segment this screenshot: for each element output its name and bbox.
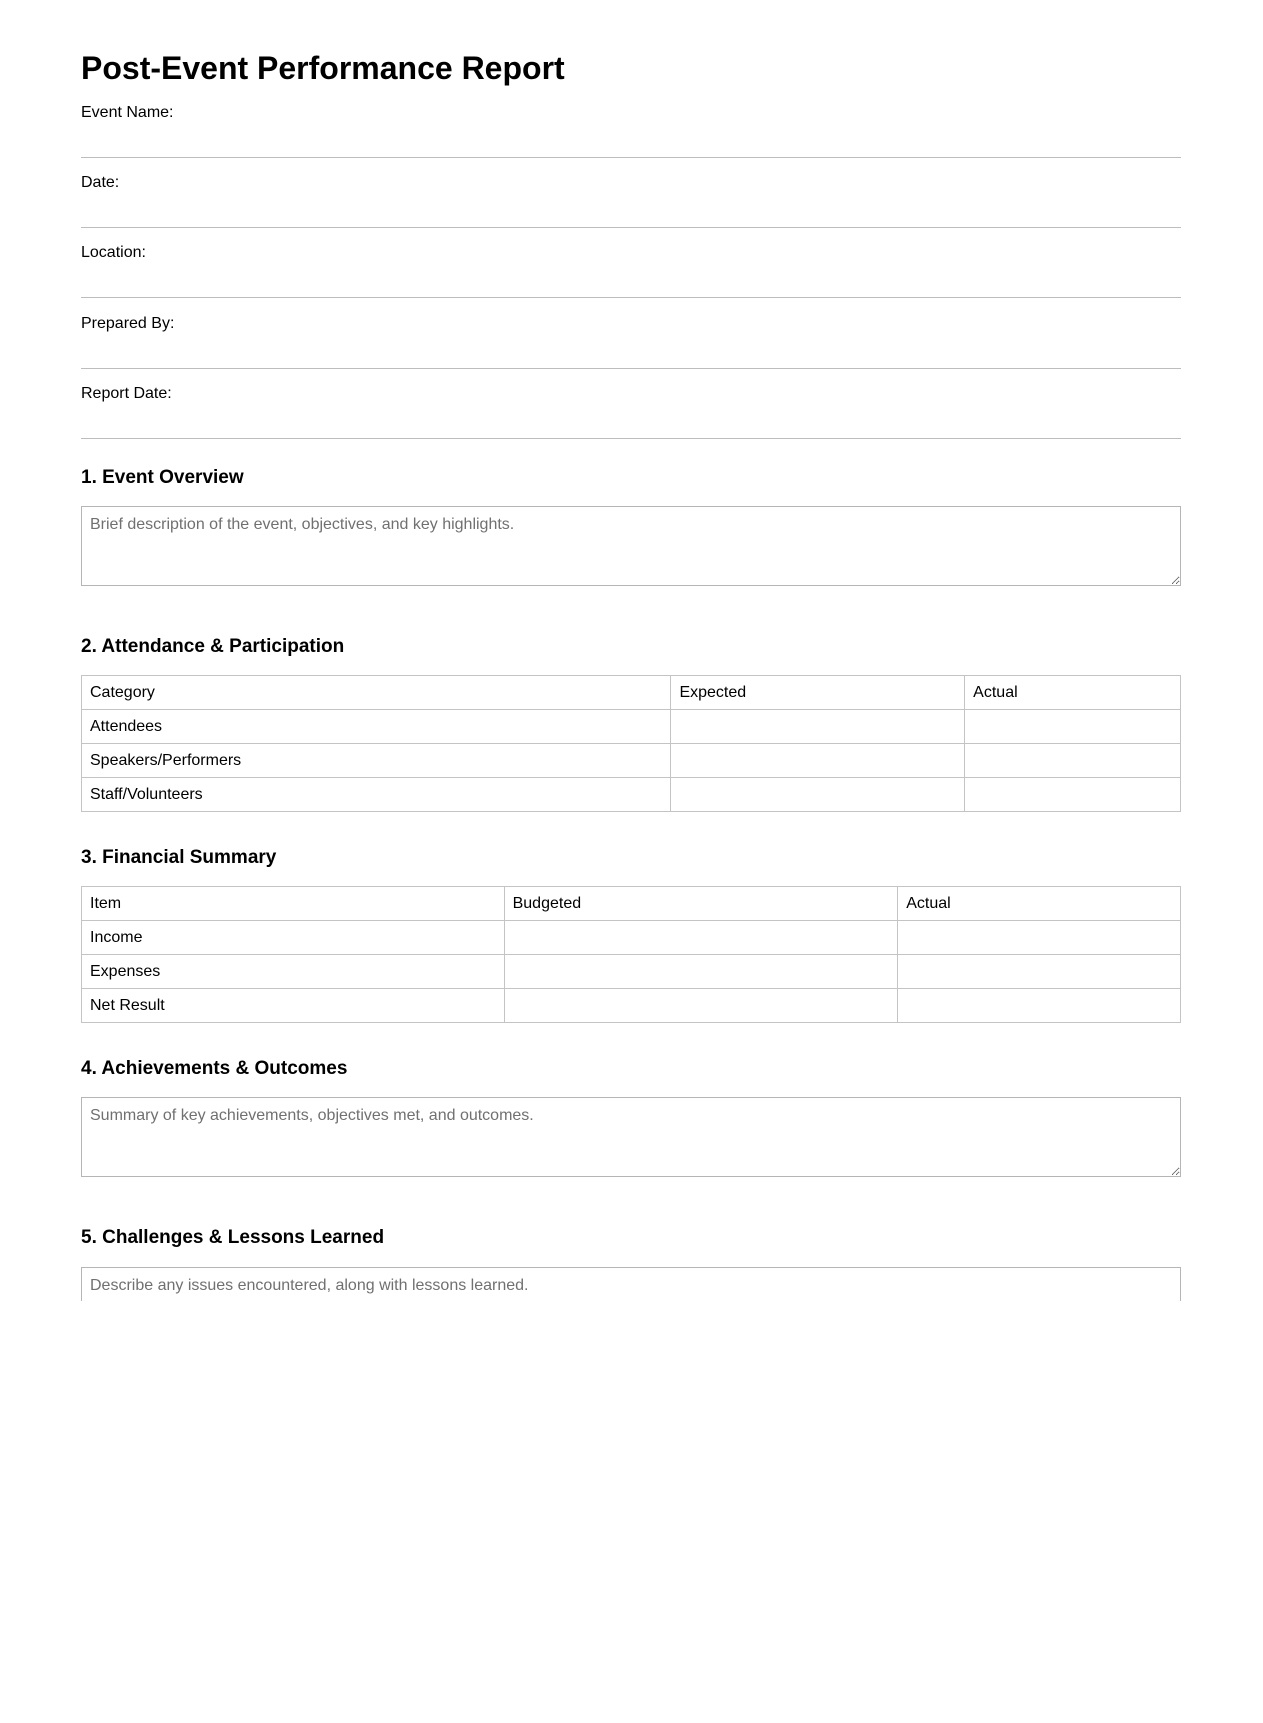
table-row bbox=[82, 744, 1181, 778]
location-input[interactable] bbox=[81, 271, 1181, 298]
table-cell[interactable] bbox=[965, 778, 1181, 812]
table-cell[interactable] bbox=[504, 921, 898, 955]
field-date bbox=[81, 173, 1181, 243]
column-header: Actual bbox=[898, 887, 1181, 921]
table-cell[interactable] bbox=[504, 989, 898, 1023]
report-date-input[interactable] bbox=[81, 412, 1181, 439]
field-label: Event Name: bbox=[81, 104, 174, 121]
row-label: Net Result bbox=[82, 989, 505, 1023]
page-title: Post-Event Performance Report bbox=[81, 50, 565, 86]
section-heading-challenges: 5. Challenges & Lessons Learned bbox=[81, 1227, 385, 1248]
field-event-name bbox=[81, 103, 1181, 173]
table-cell[interactable] bbox=[504, 955, 898, 989]
table-cell[interactable] bbox=[671, 710, 965, 744]
column-header: Item bbox=[82, 887, 505, 921]
row-label: Attendees bbox=[82, 710, 671, 744]
table-cell[interactable] bbox=[898, 989, 1181, 1023]
column-header: Budgeted bbox=[504, 887, 898, 921]
table-cell[interactable] bbox=[898, 955, 1181, 989]
table-cell[interactable] bbox=[898, 921, 1181, 955]
table-cell[interactable] bbox=[965, 710, 1181, 744]
event-overview-textarea[interactable] bbox=[81, 506, 1181, 586]
table-header-row bbox=[82, 887, 1181, 921]
column-header: Category bbox=[82, 676, 671, 710]
table-cell[interactable] bbox=[965, 744, 1181, 778]
achievements-textarea[interactable] bbox=[81, 1097, 1181, 1177]
table-row bbox=[82, 921, 1181, 955]
table-row bbox=[82, 955, 1181, 989]
row-label: Staff/Volunteers bbox=[82, 778, 671, 812]
date-input[interactable] bbox=[81, 201, 1181, 228]
field-label: Prepared By: bbox=[81, 315, 175, 332]
row-label: Income bbox=[82, 921, 505, 955]
row-label: Expenses bbox=[82, 955, 505, 989]
field-report-date bbox=[81, 384, 1181, 454]
challenges-textarea[interactable] bbox=[81, 1267, 1181, 1301]
field-label: Report Date: bbox=[81, 385, 172, 402]
section-heading-attendance: 2. Attendance & Participation bbox=[81, 636, 345, 657]
field-label: Location: bbox=[81, 244, 146, 261]
event-name-input[interactable] bbox=[81, 131, 1181, 158]
section-heading-overview: 1. Event Overview bbox=[81, 467, 244, 488]
table-cell[interactable] bbox=[671, 744, 965, 778]
financial-table bbox=[81, 886, 1181, 1023]
table-header-row bbox=[82, 676, 1181, 710]
row-label: Speakers/Performers bbox=[82, 744, 671, 778]
attendance-table bbox=[81, 675, 1181, 812]
section-heading-achievements: 4. Achievements & Outcomes bbox=[81, 1058, 348, 1079]
field-prepared-by bbox=[81, 314, 1181, 384]
column-header: Expected bbox=[671, 676, 965, 710]
table-cell[interactable] bbox=[671, 778, 965, 812]
field-label: Date: bbox=[81, 174, 120, 191]
table-row bbox=[82, 710, 1181, 744]
challenges-clip bbox=[81, 1267, 1181, 1301]
prepared-by-input[interactable] bbox=[81, 342, 1181, 369]
table-row bbox=[82, 989, 1181, 1023]
table-row bbox=[82, 778, 1181, 812]
field-location bbox=[81, 243, 1181, 313]
section-heading-financial: 3. Financial Summary bbox=[81, 847, 277, 868]
column-header: Actual bbox=[965, 676, 1181, 710]
